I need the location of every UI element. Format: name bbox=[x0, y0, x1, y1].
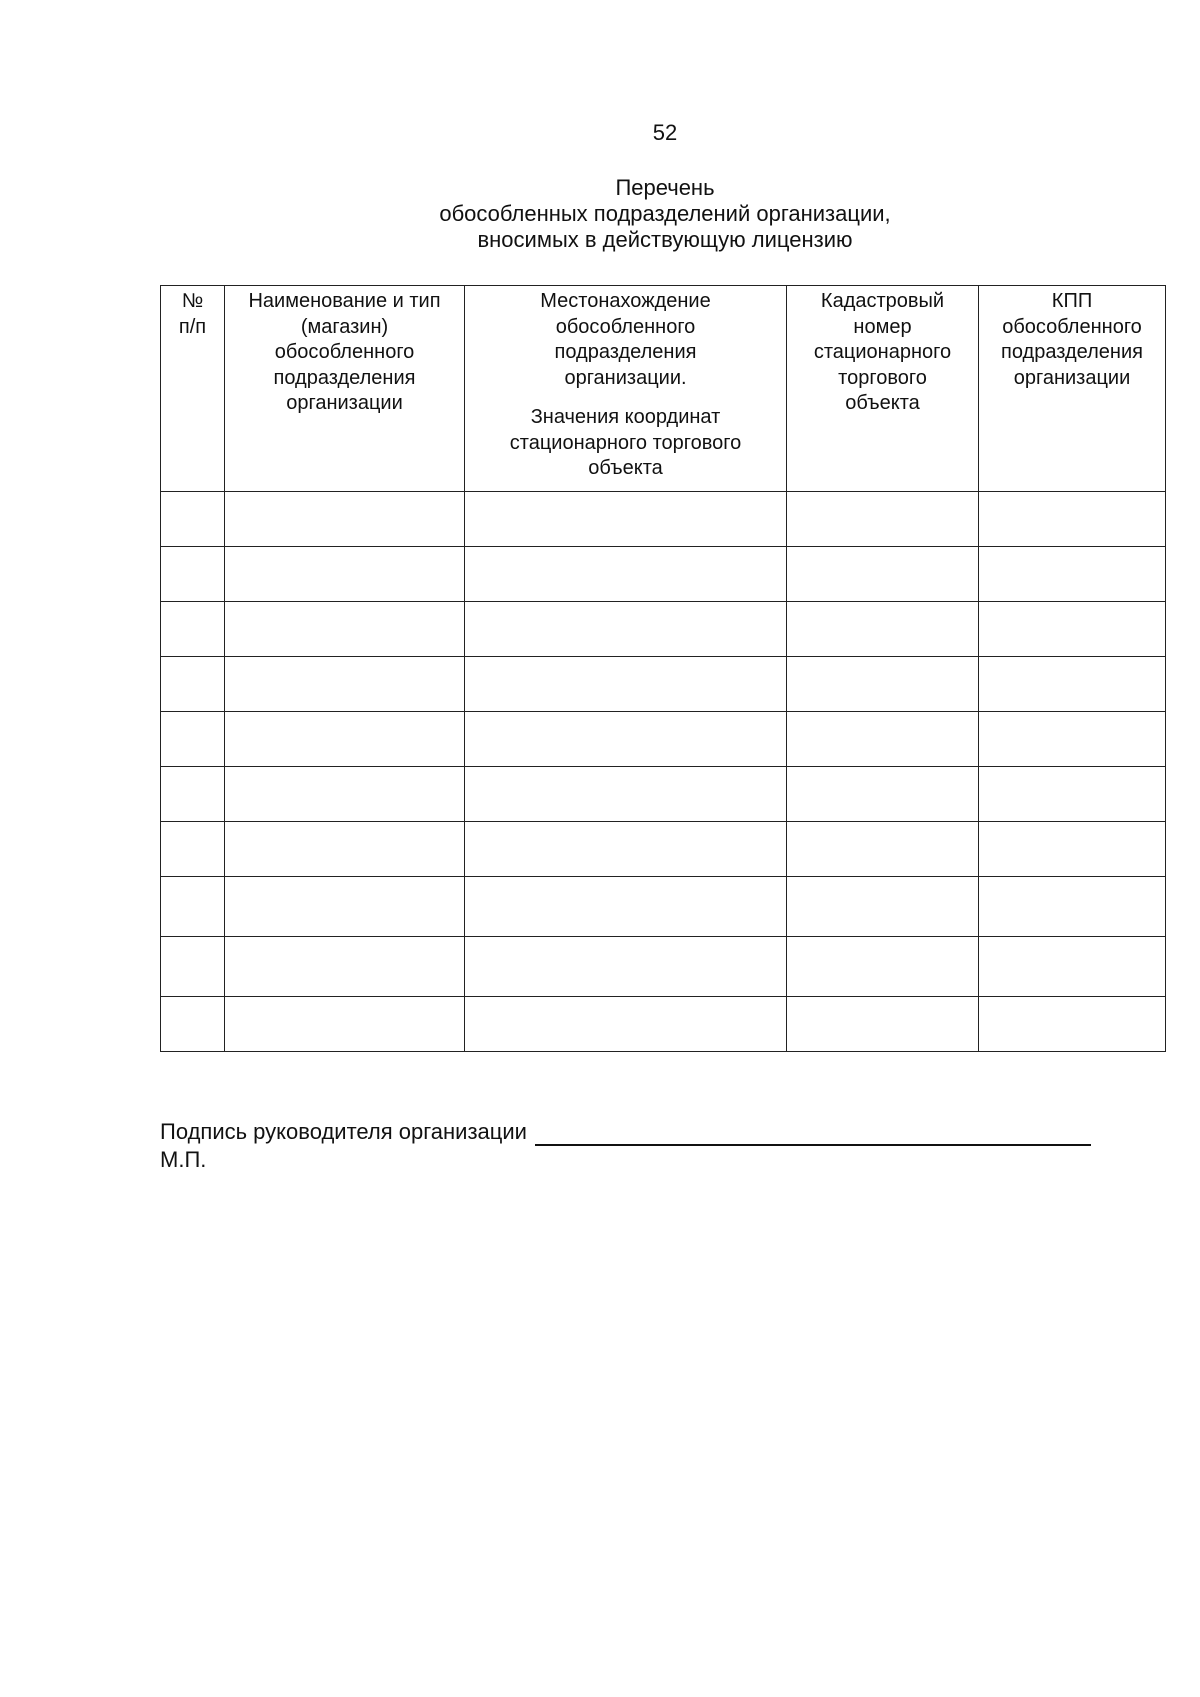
header-line: номер bbox=[853, 315, 912, 338]
table-cell[interactable] bbox=[979, 602, 1166, 657]
table-cell[interactable] bbox=[161, 822, 225, 877]
table-cell[interactable] bbox=[787, 822, 979, 877]
table-cell[interactable] bbox=[465, 712, 787, 767]
table-cell[interactable] bbox=[161, 767, 225, 822]
table-cell[interactable] bbox=[979, 657, 1166, 712]
table-cell[interactable] bbox=[225, 822, 465, 877]
table-cell[interactable] bbox=[787, 547, 979, 602]
header-line: стационарного торгового bbox=[509, 431, 742, 454]
table-cell[interactable] bbox=[787, 997, 979, 1052]
table-row bbox=[161, 877, 1166, 937]
table-cell[interactable] bbox=[225, 997, 465, 1052]
table-cell[interactable] bbox=[787, 712, 979, 767]
table-cell[interactable] bbox=[161, 877, 225, 937]
table-cell[interactable] bbox=[465, 937, 787, 997]
table-row bbox=[161, 767, 1166, 822]
table-cell[interactable] bbox=[225, 492, 465, 547]
header-line: обособленного bbox=[1002, 315, 1142, 338]
table-cell[interactable] bbox=[787, 602, 979, 657]
header-line: Местонахождение bbox=[540, 290, 711, 312]
header-line: организации bbox=[1013, 366, 1131, 389]
table-cell[interactable] bbox=[225, 767, 465, 822]
document-title bbox=[0, 175, 1200, 253]
table-cell[interactable] bbox=[225, 657, 465, 712]
signature-block bbox=[160, 1118, 1091, 1174]
table-row bbox=[161, 602, 1166, 657]
table-cell[interactable] bbox=[225, 602, 465, 657]
table-cell[interactable] bbox=[465, 547, 787, 602]
title-line: Перечень bbox=[615, 175, 715, 200]
page-number: 52 bbox=[652, 120, 678, 145]
table-cell[interactable] bbox=[787, 492, 979, 547]
header-line: (магазин) bbox=[300, 315, 389, 338]
table-cell[interactable] bbox=[161, 602, 225, 657]
table-cell[interactable] bbox=[225, 937, 465, 997]
table-cell[interactable] bbox=[787, 657, 979, 712]
header-line: п/п bbox=[178, 315, 207, 338]
table-cell[interactable] bbox=[979, 767, 1166, 822]
header-line: Значения координат bbox=[530, 406, 721, 428]
table-row bbox=[161, 822, 1166, 877]
title-line: вносимых в действующую лицензию bbox=[477, 227, 853, 252]
table-cell[interactable] bbox=[787, 877, 979, 937]
header-line: объекта bbox=[845, 392, 920, 414]
table-row bbox=[161, 547, 1166, 602]
header-line: торгового bbox=[838, 366, 927, 389]
table-cell[interactable] bbox=[979, 492, 1166, 547]
table-cell[interactable] bbox=[787, 937, 979, 997]
stamp-label: М.П. bbox=[160, 1147, 207, 1172]
signature-line[interactable] bbox=[535, 1122, 1091, 1146]
table-row bbox=[161, 997, 1166, 1052]
table-row bbox=[161, 492, 1166, 547]
header-kpp bbox=[979, 286, 1166, 492]
header-line: подразделения bbox=[1001, 341, 1143, 363]
table-cell[interactable] bbox=[161, 937, 225, 997]
header-line: подразделения bbox=[273, 366, 416, 389]
header-line: организации bbox=[286, 392, 403, 414]
table-row bbox=[161, 937, 1166, 997]
table-cell[interactable] bbox=[225, 712, 465, 767]
header-line: объекта bbox=[588, 457, 663, 479]
table-cell[interactable] bbox=[161, 712, 225, 767]
table-cell[interactable] bbox=[979, 712, 1166, 767]
signature-label: Подпись руководителя организации bbox=[160, 1119, 527, 1144]
signature-row bbox=[160, 1118, 1091, 1146]
header-line: обособленного bbox=[274, 341, 415, 363]
header-line: КПП bbox=[1051, 290, 1093, 312]
table-cell[interactable] bbox=[979, 877, 1166, 937]
table-cell[interactable] bbox=[465, 877, 787, 937]
header-spacer bbox=[465, 391, 786, 405]
table-cell[interactable] bbox=[465, 997, 787, 1052]
table-cell[interactable] bbox=[465, 602, 787, 657]
header-line: организации. bbox=[564, 366, 687, 389]
table-cell[interactable] bbox=[161, 657, 225, 712]
table-cell[interactable] bbox=[979, 547, 1166, 602]
table-cell[interactable] bbox=[161, 547, 225, 602]
header-line: Наименование и тип bbox=[248, 290, 441, 312]
header-line: обособленного bbox=[555, 315, 696, 338]
title-line: обособленных подразделений организации, bbox=[439, 201, 891, 226]
table-cell[interactable] bbox=[979, 937, 1166, 997]
table-cell[interactable] bbox=[979, 822, 1166, 877]
header-line: Кадастровый bbox=[820, 290, 945, 312]
table-cell[interactable] bbox=[225, 547, 465, 602]
table-cell[interactable] bbox=[161, 997, 225, 1052]
header-name-type bbox=[225, 286, 465, 492]
table-cell[interactable] bbox=[465, 767, 787, 822]
header-line: подразделения bbox=[554, 341, 697, 363]
table-header-row bbox=[161, 286, 1166, 492]
header-location bbox=[465, 286, 787, 492]
subdivisions-table bbox=[160, 285, 1166, 1052]
header-line: № bbox=[181, 290, 204, 312]
table-cell[interactable] bbox=[465, 657, 787, 712]
table-cell[interactable] bbox=[161, 492, 225, 547]
table-row bbox=[161, 712, 1166, 767]
table-cell[interactable] bbox=[225, 877, 465, 937]
header-number bbox=[161, 286, 225, 492]
table-cell[interactable] bbox=[787, 767, 979, 822]
table-row bbox=[161, 657, 1166, 712]
header-line: стационарного bbox=[813, 341, 952, 363]
table-cell[interactable] bbox=[465, 492, 787, 547]
table-cell[interactable] bbox=[979, 997, 1166, 1052]
table-cell[interactable] bbox=[465, 822, 787, 877]
header-cadastral-number bbox=[787, 286, 979, 492]
